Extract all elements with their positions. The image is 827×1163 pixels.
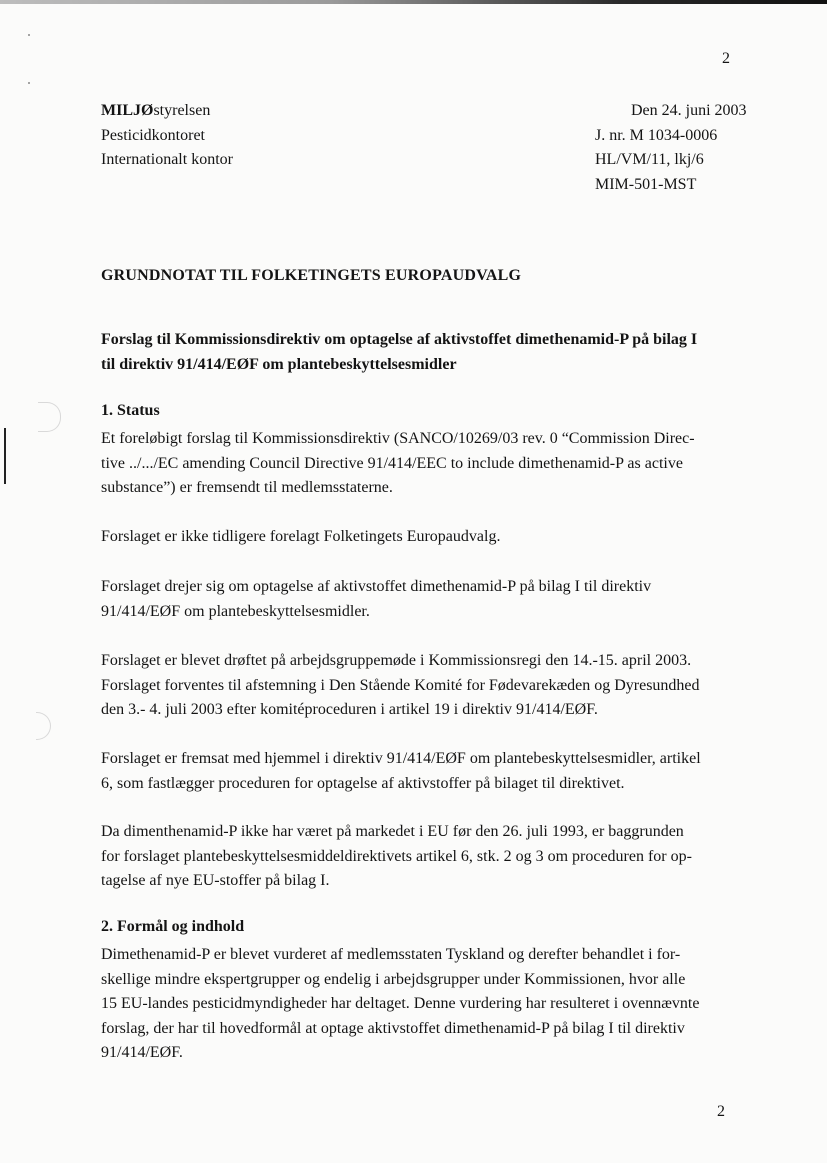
ministry-code: MIM-501-MST bbox=[595, 175, 697, 193]
text-line: Forslaget er blevet drøftet på arbejdsgruppemøde i Kommissionsregi den 14.-15. april 2003. bbox=[101, 652, 692, 669]
document-date: Den 24. juni 2003 bbox=[631, 102, 747, 119]
text-line: substance”) er fremsendt til medlemsstaterne. bbox=[101, 479, 393, 496]
section-heading-status: 1. Status bbox=[101, 402, 160, 419]
paragraph bbox=[101, 575, 741, 624]
reference-block bbox=[595, 99, 747, 197]
text-line: Dimethenamid-P er blevet vurderet af medlemsstaten Tyskland og derefter behandlet i for- bbox=[101, 946, 681, 963]
text-line: Et foreløbigt forslag til Kommissionsdirektiv (SANCO/10269/03 rev. 0 “Commission Direc- bbox=[101, 430, 695, 447]
paragraph bbox=[101, 820, 741, 894]
paragraph bbox=[101, 525, 741, 550]
text-line: Forslaget er ikke tidligere forelagt Folketingets Europaudvalg. bbox=[101, 528, 501, 545]
text-line: forslag, der har til hovedformål at optage aktivstoffet dimethenamid-P på bilag I til direktiv bbox=[101, 1019, 685, 1037]
scan-speck bbox=[28, 34, 30, 36]
page-number-top: 2 bbox=[722, 50, 730, 67]
document-title: GRUNDNOTAT TIL FOLKETINGETS EUROPAUDVALG bbox=[101, 267, 522, 284]
sender-block bbox=[101, 99, 233, 173]
subject-line: til direktiv 91/414/EØF om plantebeskyttelsesmidler bbox=[101, 355, 457, 373]
text-line: Forslaget forventes til afstemning i Den Stående Komité for Fødevarekæden og Dyresundhed bbox=[101, 676, 700, 694]
subject-heading bbox=[101, 328, 741, 377]
department: Pesticidkontoret bbox=[101, 126, 205, 144]
scan-top-edge bbox=[0, 0, 827, 4]
text-line: for forslaget plantebeskyttelsesmiddeldirektivets artikel 6, stk. 2 og 3 om proceduren for op- bbox=[101, 847, 692, 865]
office: Internationalt kontor bbox=[101, 151, 233, 168]
text-line: Forslaget drejer sig om optagelse af aktivstoffet dimethenamid-P på bilag I til direktiv bbox=[101, 578, 652, 595]
reference-code: HL/VM/11, lkj/6 bbox=[595, 151, 704, 168]
punch-hole-mark bbox=[36, 712, 51, 740]
scan-speck bbox=[28, 82, 30, 84]
text-line: Da dimenthenamid-P ikke har været på markedet i EU før den 26. juli 1993, er baggrunden bbox=[101, 823, 684, 840]
text-line: 15 EU-landes pesticidmyndigheder har deltaget. Denne vurdering har resulteret i ovennævnte bbox=[101, 995, 700, 1012]
text-line: tagelse af nye EU-stoffer på bilag I. bbox=[101, 872, 330, 889]
text-line: den 3.- 4. juli 2003 efter komitéproceduren i artikel 19 i direktiv 91/414/EØF. bbox=[101, 701, 598, 718]
paragraph bbox=[101, 427, 741, 501]
organization-name: MILJØstyrelsen bbox=[101, 102, 211, 119]
subject-line: Forslag til Kommissionsdirektiv om optagelse af aktivstoffet dimethenamid-P på bilag I bbox=[101, 331, 698, 348]
text-line: skellige mindre ekspertgrupper og endelig i arbejdsgrupper under Kommissionen, hvor alle bbox=[101, 970, 686, 988]
text-line: tive ../.../EC amending Council Directive 91/414/EEC to include dimethenamid-P as active bbox=[101, 454, 683, 472]
journal-number: J. nr. M 1034-0006 bbox=[595, 126, 718, 144]
page-number-bottom: 2 bbox=[717, 1103, 725, 1120]
text-line: 91/414/EØF. bbox=[101, 1044, 183, 1061]
section-heading-purpose: 2. Formål og indhold bbox=[101, 918, 245, 935]
text-line: Forslaget er fremsat med hjemmel i direktiv 91/414/EØF om plantebeskyttelsesmidler, artikel bbox=[101, 750, 701, 767]
punch-hole-mark bbox=[38, 402, 61, 432]
paragraph bbox=[101, 943, 741, 1066]
text-line: 6, som fastlægger proceduren for optagelse af aktivstoffer på bilaget til direktivet. bbox=[101, 774, 625, 792]
text-line: 91/414/EØF om plantebeskyttelsesmidler. bbox=[101, 602, 370, 620]
paragraph bbox=[101, 747, 741, 796]
scan-left-mark bbox=[4, 428, 6, 484]
paragraph bbox=[101, 649, 741, 723]
